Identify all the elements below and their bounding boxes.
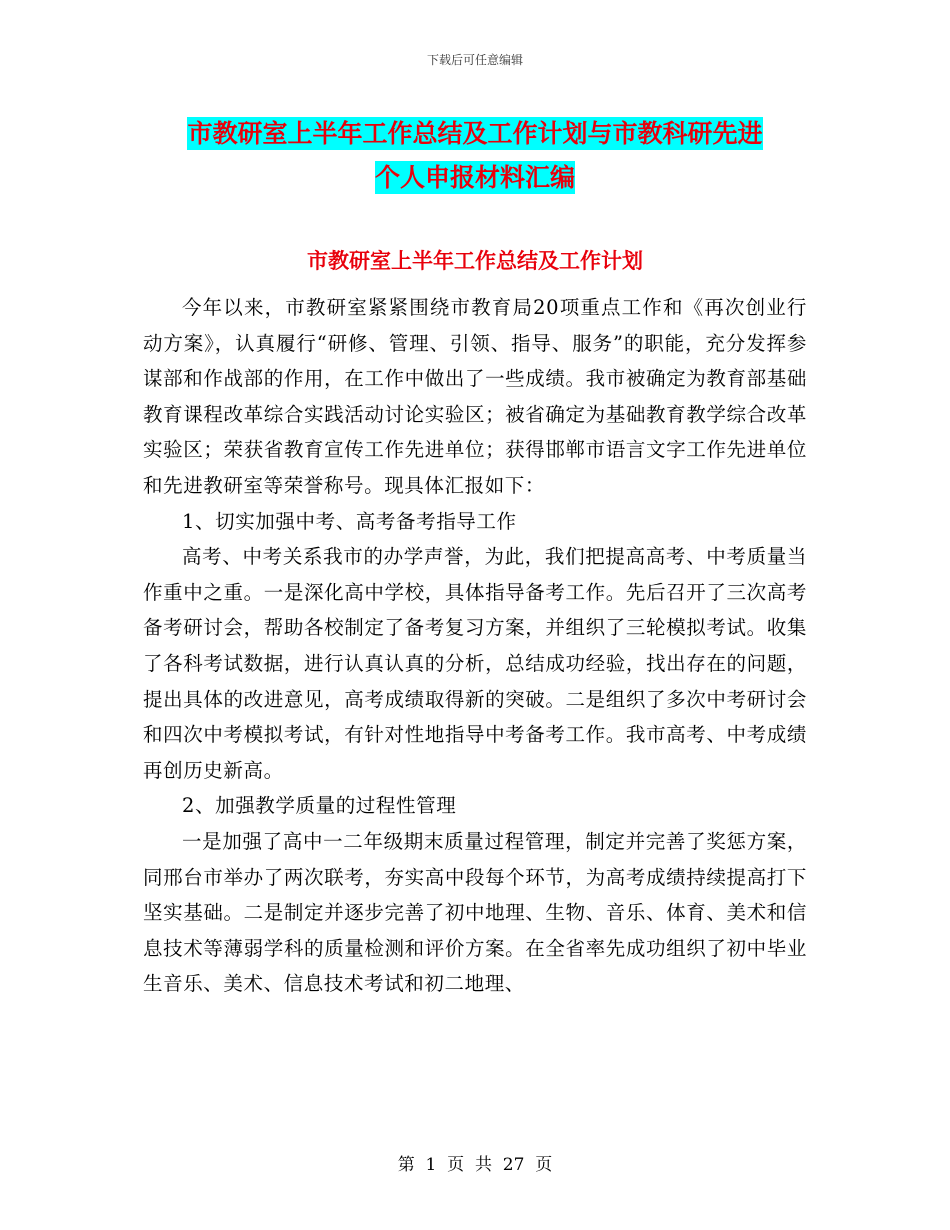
- paragraph-heading-2: 2、加强教学质量的过程性管理: [182, 794, 457, 818]
- paragraph-heading-1: 1、切实加强中考、高考备考指导工作: [182, 509, 517, 533]
- page-number-footer: 第 1 页 共 27 页: [397, 1155, 553, 1175]
- paragraph-quality-management: 一是加强了高中一二年级期末质量过程管理，制定并完善了奖惩方案，同邢台市举办了两次联考，夯实高中段每个环节，为高考成绩持续提高打下坚实基础。二是制定并逐步完善了初中地理、生物、音乐、体育、美术和信息技术等薄弱学科的质量检测和评价方案。在全省率先成功组织了初中毕业生音乐、美术、信息技术考试和初二地理、: [143, 829, 807, 996]
- page-header-note: 下载后可任意编辑: [426, 53, 523, 67]
- document-title: [140, 112, 810, 200]
- paragraph-intro: 今年以来，市教研室紧紧围绕市教育局20项重点工作和《再次创业行动方案》，认真履行“研修、管理、引领、指导、服务”的职能，充分发挥参谋部和作战部的作用，在工作中做出了一些成绩。我市被确定为教育部基础教育课程改革综合实践活动讨论实验区；被省确定为基础教育教学综合改革实验区；荣获省教育宣传工作先进单位；获得邯郸市语言文字工作先进单位和先进教研室等荣誉称号。现具体汇报如下：: [143, 296, 807, 497]
- section-title: 市教研室上半年工作总结及工作计划: [307, 249, 643, 273]
- paragraph-exam-guidance: 高考、中考关系我市的办学声誉，为此，我们把提高高考、中考质量当作重中之重。一是深化高中学校，具体指导备考工作。先后召开了三次高考备考研讨会，帮助各校制定了备考复习方案，并组织了三轮模拟考试。收集了各科考试数据，进行认真认真的分析，总结成功经验，找出存在的问题，提出具体的改进意见，高考成绩取得新的突破。二是组织了多次中考研讨会和四次中考模拟考试，有针对性地指导中考备考工作。我市高考、中考成绩再创历史新高。: [143, 545, 807, 782]
- document-title-line-1: 市教研室上半年工作总结及工作计划与市教科研先进: [187, 119, 763, 148]
- document-title-line-2: 个人申报材料汇编: [374, 163, 575, 192]
- document-body: [143, 290, 807, 1002]
